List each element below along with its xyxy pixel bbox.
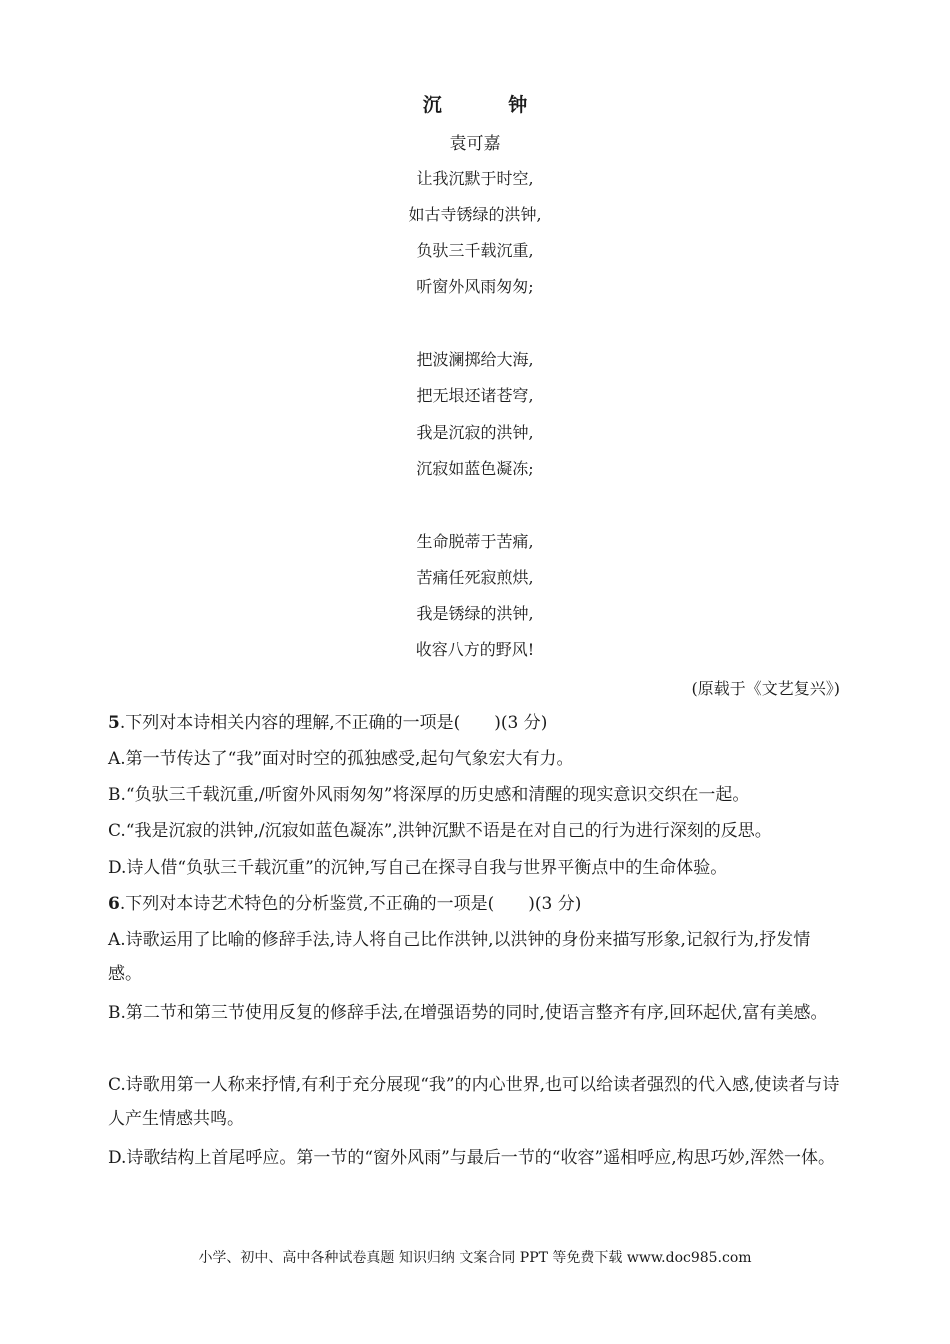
poem-title: 沉 钟 [422,94,558,116]
question-5-option-a: A.第一节传达了“我”面对时空的孤独感受,起句气象宏大有力。 [108,749,574,769]
poem-author: 袁可嘉 [449,134,501,154]
poem-line: 我是锈绿的洪钟, [416,604,534,623]
poem-line: 听窗外风雨匆匆; [416,277,534,296]
poem-line: 负驮三千载沉重, [416,241,534,260]
question-6-option-b: B.第二节和第三节使用反复的修辞手法,在增强语势的同时,使语言整齐有序,回环起伏,富有美感。 [108,1003,828,1023]
poem-line: 把无垠还诸苍穹, [416,386,534,405]
poem-line: 我是沉寂的洪钟, [416,423,534,442]
question-6-option-c: C.诗歌用第一人称来抒情,有利于充分展现“我”的内心世界,也可以给读者强烈的代入感,使读者与诗人产生情感共鸣。 [108,1075,840,1129]
question-6-option-d: D.诗歌结构上首尾呼应。第一节的“窗外风雨”与最后一节的“收容”遥相呼应,构思巧妙,浑然一体。 [108,1148,835,1168]
page-footer: 小学、初中、高中各种试卷真题 知识归纳 文案合同 PPT 等免费下载 www.doc985.com [198,1250,752,1266]
question-5-stem [108,706,843,740]
question-5-option-c: C.“我是沉寂的洪钟,/沉寂如蓝色凝冻”,洪钟沉默不语是在对自己的行为进行深刻的反思。 [108,821,772,841]
question-6-option-a: A.诗歌运用了比喻的修辞手法,诗人将自己比作洪钟,以洪钟的身份来描写形象,记叙行为,抒发情感。 [108,930,811,984]
question-number: 5 [108,713,120,733]
question-text: .下列对本诗艺术特色的分析鉴赏,不正确的一项是( )(3 分) [119,894,582,914]
question-6-stem [108,887,843,921]
question-number: 6 [108,894,120,914]
poem-line: 收容八方的野风! [415,640,535,659]
poem-line: 让我沉默于时空, [416,169,534,188]
poem-line: 生命脱蒂于苦痛, [416,532,534,551]
poem-source: (原载于《文艺复兴》) [691,679,840,698]
question-5-option-b: B.“负驮三千载沉重,/听窗外风雨匆匆”将深厚的历史感和清醒的现实意识交织在一起。 [108,785,750,805]
question-5-option-d: D.诗人借“负驮三千载沉重”的沉钟,写自己在探寻自我与世界平衡点中的生命体验。 [108,858,728,878]
question-text: .下列对本诗相关内容的理解,不正确的一项是( )(3 分) [119,713,548,733]
poem-line: 如古寺锈绿的洪钟, [408,205,542,224]
poem-line: 把波澜掷给大海, [416,350,534,369]
poem-line: 苦痛任死寂煎烘, [416,568,534,587]
poem-line: 沉寂如蓝色凝冻; [416,459,534,478]
